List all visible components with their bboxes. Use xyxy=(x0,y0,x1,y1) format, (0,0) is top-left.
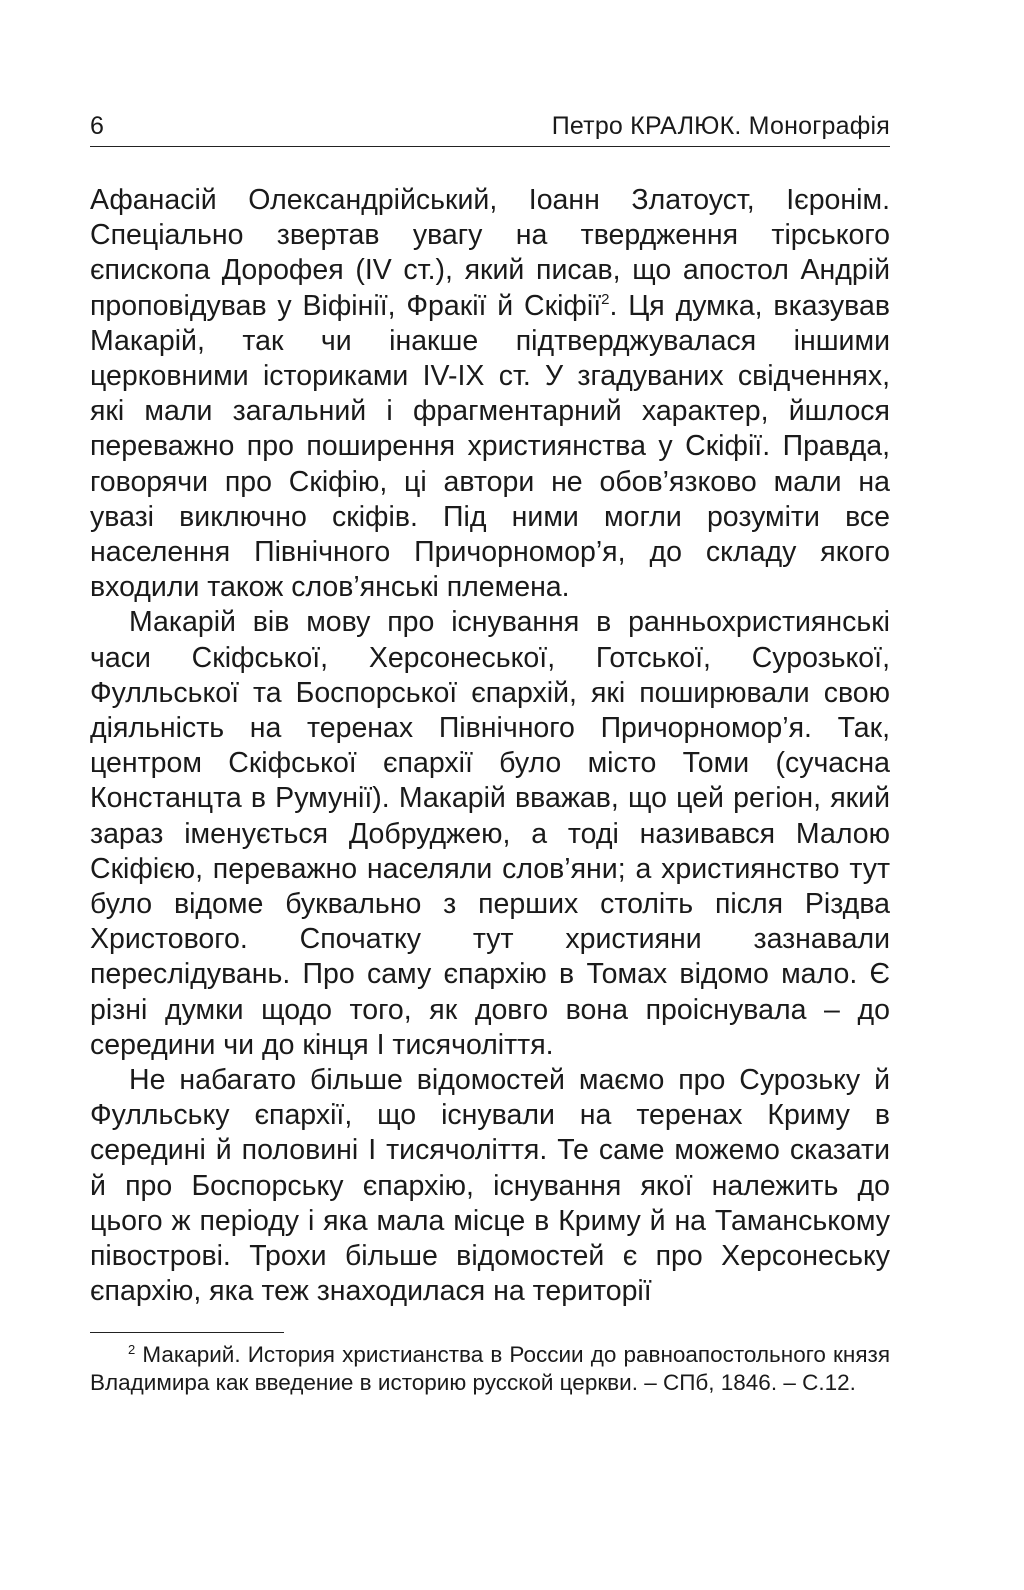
footnote-mark: 2 xyxy=(128,1341,136,1357)
book-page xyxy=(90,112,890,1419)
footnote-text: Макарий. История христианства в России до равноапостольного князя Владимира как введение в историю русской церкви. – СПб, 1846. – С.12. xyxy=(90,1341,890,1395)
paragraph-3: Не набагато більше відомостей маємо про Сурозьку й Фулльську єпархії, що існували на теренах Криму в середині й половині І тисячоліття. Те саме можемо сказати й про Боспорську єпархію, існування якої належить до цього ж періоду і яка мала місце в Криму й на Таманському півострові. Трохи більше відомостей є про Херсонеську єпархію, яка теж знаходилася на території xyxy=(90,1064,890,1308)
paragraph-2: Макарій вів мову про існування в ранньохристиянські часи Скіфської, Херсонеської, Готської, Сурозької, Фулльської та Боспорської єпархій, які поширювали свою діяльність на теренах Північного Причорномор’я. Так, центром Скіфської єпархії було місто Томи (сучасна Констанцта в Румунії). Макарій вважав, що цей регіон, який зараз іменується Добруджею, а тоді називався Малою Скіфією, переважно населяли слов’яни; а християнство тут було відоме буквально з перших століть після Різдва Христового. Спочатку тут християни зазнавали переслідувань. Про саму єпархію в Томах відомо мало. Є різні думки щодо того, як довго вона проіснувала – до середини чи до кінця І тисячоліття. xyxy=(90,606,890,1061)
running-header xyxy=(90,112,890,147)
paragraph-1 xyxy=(90,183,890,605)
body-text xyxy=(90,183,890,1310)
paragraph-1-text-end: . Ця думка, вказував Макарій, так чи інакше підтверджувалася іншими церковними істориками IV-IX ст. У згадуваних свідченнях, які мали загальний і фрагментарний характер, йшлося переважно про поширення християнства у Скіфії. Правда, говорячи про Скіфію, ці автори не обов’язково мали на увазі виключно скіфів. Під ними могли розуміти все населення Північного Причорномор’я, до складу якого входили також слов’янські племена. xyxy=(90,289,890,604)
page-number: 6 xyxy=(90,112,105,140)
footnote xyxy=(90,1341,890,1397)
running-header-title: Петро КРАЛЮК. Монографія xyxy=(551,112,890,140)
footnote-divider xyxy=(90,1332,284,1333)
paragraph-1-text-start: Афанасій Олександрійський, Іоанн Златоуст, Ієронім. Спеціально звертав увагу на твердження тірського єпископа Дорофея (IV ст.), який писав, що апостол Андрій проповідував у Віфінії, Фракії й Скіфії xyxy=(90,184,890,322)
footnote-reference: 2 xyxy=(601,290,610,308)
